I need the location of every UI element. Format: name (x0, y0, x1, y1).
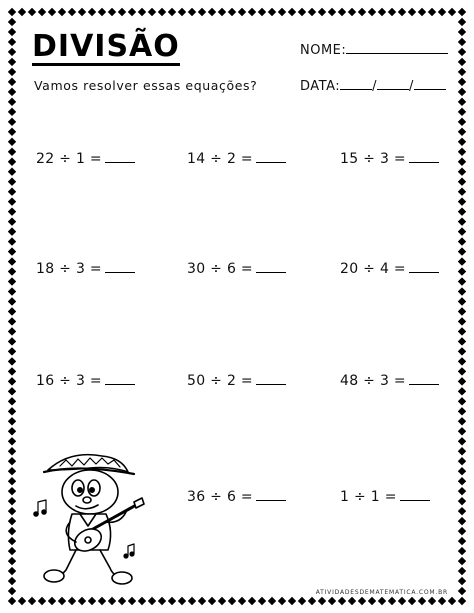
border-diamond (458, 577, 466, 585)
border-diamond (458, 457, 466, 465)
border-diamond (378, 597, 386, 605)
border-diamond (458, 467, 466, 475)
border-diamond (258, 597, 266, 605)
border-diamond (8, 247, 16, 255)
border-diamond (8, 417, 16, 425)
border-diamond (8, 597, 16, 605)
border-diamond (458, 557, 466, 565)
equation-item: 16 ÷ 3 = (36, 372, 135, 389)
border-diamond (8, 297, 16, 305)
border-diamond (208, 597, 216, 605)
border-diamond (8, 88, 16, 96)
equation-item: 1 ÷ 1 = (340, 488, 430, 505)
border-diamond (248, 8, 256, 16)
border-diamond (428, 8, 436, 16)
border-diamond (148, 8, 156, 16)
border-diamond (458, 178, 466, 186)
date-month-line[interactable] (377, 78, 409, 90)
border-diamond (298, 597, 306, 605)
border-diamond (8, 148, 16, 156)
border-diamond (8, 98, 16, 106)
border-diamond (458, 307, 466, 315)
border-diamond (38, 8, 46, 16)
border-diamond (458, 118, 466, 126)
border-diamond (8, 257, 16, 265)
equation-item: 20 ÷ 4 = (340, 260, 439, 277)
name-field[interactable] (300, 42, 448, 58)
equation-item: 14 ÷ 2 = (187, 150, 286, 167)
border-diamond (168, 597, 176, 605)
border-diamond (278, 8, 286, 16)
border-diamond (458, 237, 466, 245)
border-diamond (8, 337, 16, 345)
border-diamond (458, 447, 466, 455)
border-diamond (8, 217, 16, 225)
border-diamond (8, 437, 16, 445)
border-diamond (8, 138, 16, 146)
border-diamond (458, 297, 466, 305)
border-diamond (458, 347, 466, 355)
border-diamond (108, 8, 116, 16)
answer-blank[interactable] (256, 260, 286, 273)
border-diamond (458, 68, 466, 76)
border-diamond (28, 597, 36, 605)
border-diamond (458, 48, 466, 56)
border-diamond (8, 467, 16, 475)
border-diamond (328, 597, 336, 605)
border-diamond (458, 78, 466, 86)
border-diamond (178, 597, 186, 605)
page-subtitle: Vamos resolver essas equações? (34, 78, 258, 93)
border-diamond (158, 597, 166, 605)
equation-item: 50 ÷ 2 = (187, 372, 286, 389)
equation-item: 36 ÷ 6 = (187, 488, 286, 505)
border-diamond (8, 427, 16, 435)
name-label: NOME: (300, 43, 347, 58)
border-diamond (438, 8, 446, 16)
border-diamond (208, 8, 216, 16)
border-diamond (458, 337, 466, 345)
border-diamond (8, 8, 16, 16)
border-diamond (458, 367, 466, 375)
border-diamond (8, 178, 16, 186)
date-label: DATA: (300, 79, 341, 94)
equation-item: 15 ÷ 3 = (340, 150, 439, 167)
answer-blank[interactable] (105, 260, 135, 273)
border-diamond (408, 8, 416, 16)
border-diamond (458, 357, 466, 365)
border-diamond (188, 8, 196, 16)
equation-item: 48 ÷ 3 = (340, 372, 439, 389)
border-diamond (8, 287, 16, 295)
border-diamond (458, 597, 466, 605)
border-diamond (298, 8, 306, 16)
border-diamond (148, 597, 156, 605)
border-diamond (228, 8, 236, 16)
border-diamond (28, 8, 36, 16)
answer-blank[interactable] (105, 150, 135, 163)
border-diamond (8, 48, 16, 56)
equation-item: 22 ÷ 1 = (36, 150, 135, 167)
date-year-line[interactable] (414, 78, 446, 90)
border-diamond (18, 8, 26, 16)
border-diamond (98, 597, 106, 605)
border-diamond (358, 8, 366, 16)
border-diamond (458, 88, 466, 96)
border-diamond (378, 8, 386, 16)
border-diamond (178, 8, 186, 16)
border-diamond (18, 597, 26, 605)
border-diamond (158, 8, 166, 16)
border-diamond (138, 597, 146, 605)
border-diamond (328, 8, 336, 16)
guitar-kid-illustration (30, 442, 150, 592)
border-diamond (458, 417, 466, 425)
border-diamond (258, 8, 266, 16)
border-diamond (458, 217, 466, 225)
answer-blank[interactable] (409, 260, 439, 273)
border-diamond (8, 187, 16, 195)
answer-blank[interactable] (256, 150, 286, 163)
answer-blank[interactable] (409, 372, 439, 385)
border-diamond (408, 597, 416, 605)
border-diamond (238, 597, 246, 605)
border-diamond (8, 158, 16, 166)
border-diamond (458, 207, 466, 215)
border-diamond (338, 8, 346, 16)
border-diamond (218, 597, 226, 605)
answer-blank[interactable] (105, 372, 135, 385)
border-diamond (8, 327, 16, 335)
answer-blank[interactable] (256, 488, 286, 501)
border-diamond (308, 8, 316, 16)
border-diamond (8, 457, 16, 465)
border-diamond (458, 128, 466, 136)
border-diamond (388, 8, 396, 16)
border-diamond (78, 597, 86, 605)
border-diamond (458, 407, 466, 415)
border-diamond (58, 597, 66, 605)
border-diamond (118, 8, 126, 16)
border-diamond (8, 317, 16, 325)
border-diamond (38, 597, 46, 605)
equation-item: 30 ÷ 6 = (187, 260, 286, 277)
border-diamond (398, 597, 406, 605)
border-diamond (8, 267, 16, 275)
border-diamond (68, 597, 76, 605)
border-diamond (458, 18, 466, 26)
border-diamond (368, 8, 376, 16)
border-diamond (458, 387, 466, 395)
border-diamond (458, 517, 466, 525)
border-diamond (198, 597, 206, 605)
border-diamond (458, 507, 466, 515)
border-diamond (458, 477, 466, 485)
border-diamond (8, 18, 16, 26)
border-diamond (8, 78, 16, 86)
border-diamond (458, 587, 466, 595)
border-diamond (8, 377, 16, 385)
border-diamond (448, 597, 456, 605)
equation-item: 18 ÷ 3 = (36, 260, 135, 277)
border-diamond (228, 597, 236, 605)
border-diamond (268, 597, 276, 605)
border-diamond (458, 138, 466, 146)
border-diamond (388, 597, 396, 605)
border-diamond (458, 427, 466, 435)
border-diamond (458, 98, 466, 106)
border-diamond (8, 367, 16, 375)
border-diamond (188, 597, 196, 605)
border-diamond (458, 58, 466, 66)
border-diamond (218, 8, 226, 16)
border-diamond (8, 237, 16, 245)
border-diamond (458, 497, 466, 505)
border-diamond (8, 227, 16, 235)
border-diamond (8, 207, 16, 215)
border-diamond (98, 8, 106, 16)
border-diamond (8, 497, 16, 505)
border-diamond (458, 197, 466, 205)
border-diamond (458, 267, 466, 275)
date-day-line[interactable] (340, 78, 372, 90)
border-diamond (58, 8, 66, 16)
border-diamond (318, 8, 326, 16)
border-diamond (458, 168, 466, 176)
border-diamond (458, 187, 466, 195)
border-diamond (458, 487, 466, 495)
border-diamond (348, 8, 356, 16)
answer-blank[interactable] (409, 150, 439, 163)
border-diamond (8, 527, 16, 535)
border-diamond (458, 317, 466, 325)
border-diamond (48, 597, 56, 605)
border-diamond (8, 577, 16, 585)
border-diamond (338, 597, 346, 605)
border-diamond (8, 357, 16, 365)
border-diamond (8, 58, 16, 66)
border-diamond (458, 547, 466, 555)
border-diamond (198, 8, 206, 16)
border-diamond (88, 597, 96, 605)
border-diamond (268, 8, 276, 16)
border-diamond (8, 68, 16, 76)
footer-source: ATIVIDADESDEMATEMATICA.COM.BR (315, 589, 448, 596)
name-line[interactable] (346, 42, 448, 54)
border-diamond (458, 277, 466, 285)
border-diamond (448, 8, 456, 16)
border-diamond (128, 8, 136, 16)
border-diamond (8, 118, 16, 126)
border-diamond (288, 8, 296, 16)
border-diamond (458, 38, 466, 46)
border-diamond (458, 158, 466, 166)
border-diamond (248, 597, 256, 605)
border-diamond (68, 8, 76, 16)
border-diamond (238, 8, 246, 16)
border-diamond (8, 587, 16, 595)
border-diamond (118, 597, 126, 605)
border-diamond (8, 557, 16, 565)
border-diamond (458, 28, 466, 36)
border-diamond (438, 597, 446, 605)
border-diamond (458, 148, 466, 156)
border-diamond (368, 597, 376, 605)
border-diamond (458, 437, 466, 445)
border-diamond (458, 257, 466, 265)
border-diamond (8, 197, 16, 205)
border-diamond (8, 38, 16, 46)
border-diamond (318, 597, 326, 605)
answer-blank[interactable] (400, 488, 430, 501)
border-diamond (8, 347, 16, 355)
border-diamond (8, 397, 16, 405)
border-diamond (168, 8, 176, 16)
border-diamond (8, 447, 16, 455)
border-diamond (458, 397, 466, 405)
border-diamond (8, 547, 16, 555)
border-diamond (8, 507, 16, 515)
border-diamond (418, 597, 426, 605)
border-diamond (8, 28, 16, 36)
border-diamond (288, 597, 296, 605)
border-diamond (458, 227, 466, 235)
border-diamond (458, 247, 466, 255)
border-diamond (348, 597, 356, 605)
border-diamond (48, 8, 56, 16)
border-diamond (8, 487, 16, 495)
border-diamond (78, 8, 86, 16)
border-diamond (8, 108, 16, 116)
border-diamond (8, 387, 16, 395)
border-diamond (8, 168, 16, 176)
border-diamond (418, 8, 426, 16)
border-diamond (458, 327, 466, 335)
answer-blank[interactable] (256, 372, 286, 385)
border-diamond (8, 537, 16, 545)
border-diamond (458, 287, 466, 295)
border-diamond (8, 277, 16, 285)
border-diamond (8, 128, 16, 136)
border-diamond (308, 597, 316, 605)
border-diamond (108, 597, 116, 605)
border-diamond (128, 597, 136, 605)
border-diamond (458, 527, 466, 535)
date-field[interactable]: DATA: / / (300, 78, 446, 94)
border-diamond (138, 8, 146, 16)
border-diamond (8, 477, 16, 485)
page-title: DIVISÃO (32, 29, 180, 64)
border-diamond (8, 517, 16, 525)
border-diamond (8, 407, 16, 415)
border-diamond (458, 8, 466, 16)
border-diamond (458, 567, 466, 575)
border-diamond (278, 597, 286, 605)
border-diamond (8, 567, 16, 575)
border-diamond (428, 597, 436, 605)
border-diamond (8, 307, 16, 315)
border-diamond (88, 8, 96, 16)
border-diamond (458, 108, 466, 116)
border-diamond (358, 597, 366, 605)
border-diamond (398, 8, 406, 16)
border-diamond (458, 377, 466, 385)
border-diamond (458, 537, 466, 545)
